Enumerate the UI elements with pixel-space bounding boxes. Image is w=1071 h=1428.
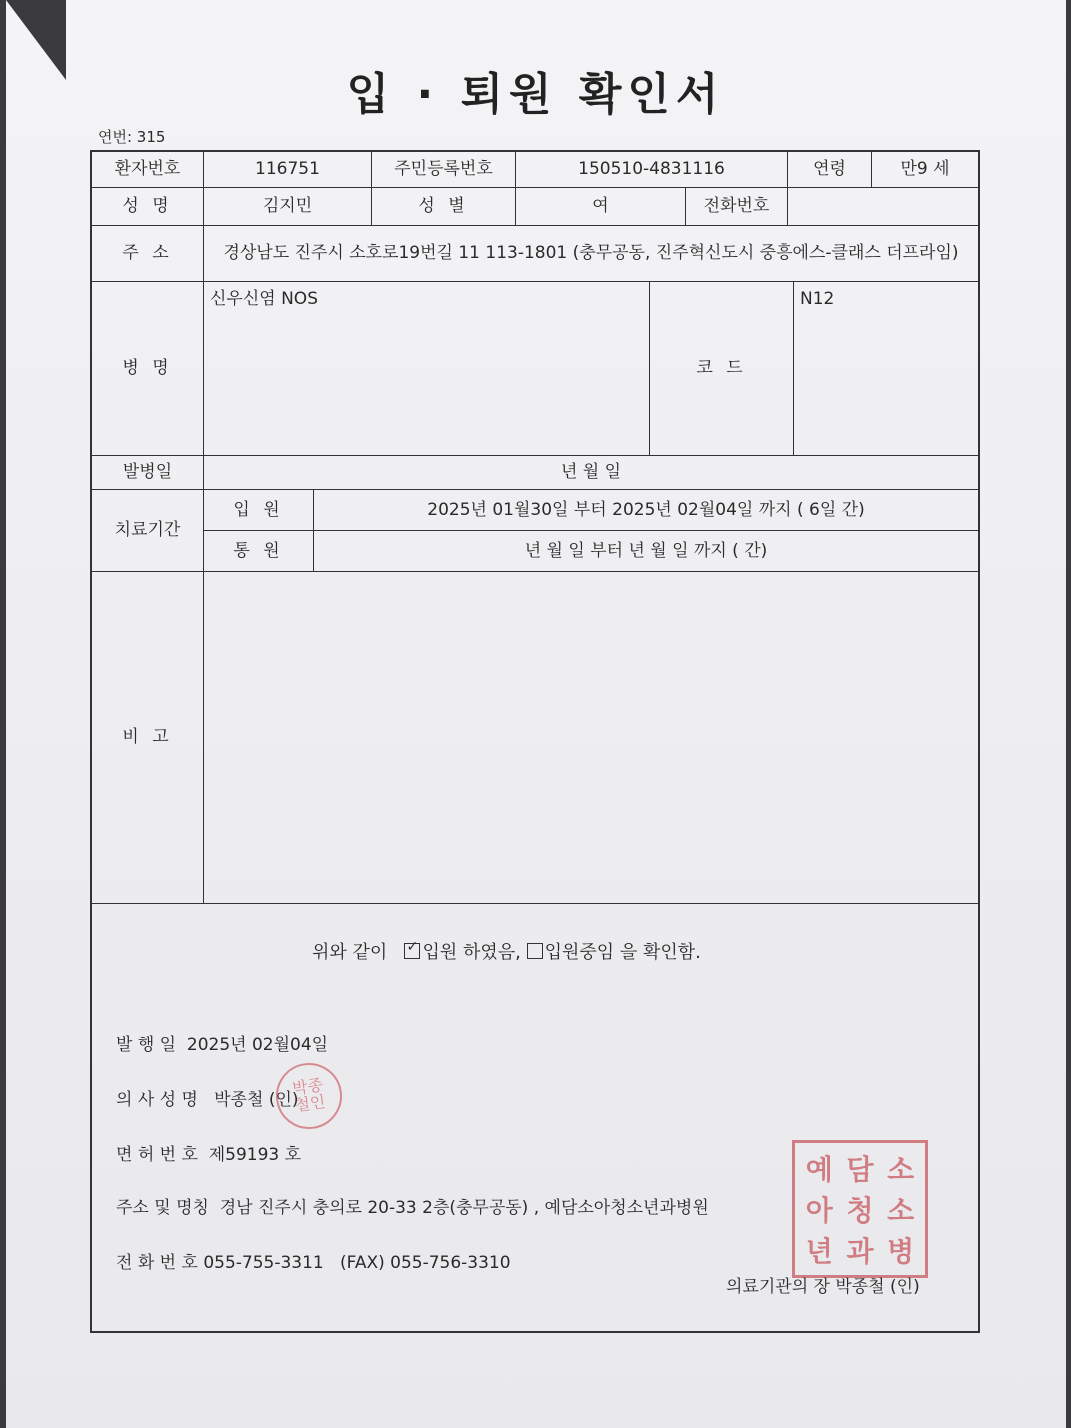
inpatient-period: 2025년 01월30일 부터 2025년 02월04일 까지 ( 6일 간) xyxy=(314,490,978,531)
remarks-value xyxy=(204,572,978,904)
doctor-name: 박종철 xyxy=(214,1090,264,1110)
patient-no-value: 116751 xyxy=(204,152,372,188)
doctor-label: 의 사 성 명 xyxy=(116,1090,198,1110)
checkbox-hospitalized[interactable] xyxy=(527,943,543,959)
phone-label: 전화번호 xyxy=(686,188,788,226)
name-value: 김지민 xyxy=(204,188,372,226)
confirm-option-hospitalized: 입원중임 xyxy=(544,942,615,963)
remarks-label: 비 고 xyxy=(92,572,204,904)
outpatient-label: 통 원 xyxy=(204,531,314,572)
hospital-seal-stamp: 예 담 소 아 청 소 년 과 병 xyxy=(792,1140,928,1278)
hospital-phone-label: 전 화 번 호 xyxy=(116,1253,198,1273)
age-value: 만9 세 xyxy=(872,152,978,188)
age-label: 연령 xyxy=(788,152,872,188)
fax-number: 055-756-3310 xyxy=(390,1253,511,1273)
confirm-suffix: 을 확인함. xyxy=(619,942,701,963)
document-title: 입 · 퇴원 확인서 xyxy=(346,69,725,120)
license-label: 면 허 번 호 xyxy=(116,1145,198,1165)
address-label: 주 소 xyxy=(92,226,204,282)
phone-value xyxy=(788,188,978,226)
doctor-line xyxy=(116,1085,299,1110)
confirm-option-admitted: 입원 하였음, xyxy=(422,942,521,963)
name-label: 성 명 xyxy=(92,188,204,226)
issue-date-line xyxy=(116,1030,328,1055)
phone-line xyxy=(116,1248,511,1273)
sex-label: 성 별 xyxy=(372,188,516,226)
rrn-label: 주민등록번호 xyxy=(372,152,516,188)
serial-number: 연번: 315 xyxy=(98,128,166,146)
hospital-address: 경남 진주시 충의로 20-33 2층(충무공동) , 예담소아청소년과병원 xyxy=(219,1198,709,1218)
doctor-seal-stamp: 박종 철인 xyxy=(272,1059,347,1134)
patient-no-label: 환자번호 xyxy=(92,152,204,188)
doctor-seal-mark: (인) xyxy=(268,1090,299,1110)
diagnosis-value: 신우신염 NOS xyxy=(204,282,650,456)
code-label: 코 드 xyxy=(650,282,794,456)
sex-value: 여 xyxy=(516,188,686,226)
license-line xyxy=(116,1140,301,1165)
hospital-address-line xyxy=(116,1193,709,1218)
rrn-value: 150510-4831116 xyxy=(516,152,788,188)
outpatient-period: 년 월 일 부터 년 월 일 까지 ( 간) xyxy=(314,531,978,572)
diagnosis-label: 병 명 xyxy=(92,282,204,456)
address-value: 경상남도 진주시 소호로19번길 11 113-1801 (충무공동, 진주혁신도시 중흥에스-클래스 더프라임) xyxy=(204,226,978,282)
head-signature: 의료기관의 장 박종철 (인) xyxy=(726,1277,920,1297)
onset-label: 발병일 xyxy=(92,456,204,490)
checkbox-admitted[interactable] xyxy=(404,943,420,959)
license-number: 제59193 호 xyxy=(208,1145,302,1165)
confirm-sentence xyxy=(312,938,701,964)
hospital-phone: 055-755-3311 xyxy=(203,1253,324,1273)
code-value: N12 xyxy=(794,282,978,456)
issue-date-label: 발 행 일 xyxy=(116,1035,177,1055)
onset-value: 년 월 일 xyxy=(204,456,978,490)
treatment-label: 치료기간 xyxy=(92,490,204,572)
issue-date: 2025년 02월04일 xyxy=(186,1035,329,1055)
fax-label: (FAX) xyxy=(339,1253,385,1273)
inpatient-label: 입 원 xyxy=(204,490,314,531)
hospital-address-label: 주소 및 명칭 xyxy=(116,1198,209,1218)
confirm-prefix: 위와 같이 xyxy=(312,942,388,963)
